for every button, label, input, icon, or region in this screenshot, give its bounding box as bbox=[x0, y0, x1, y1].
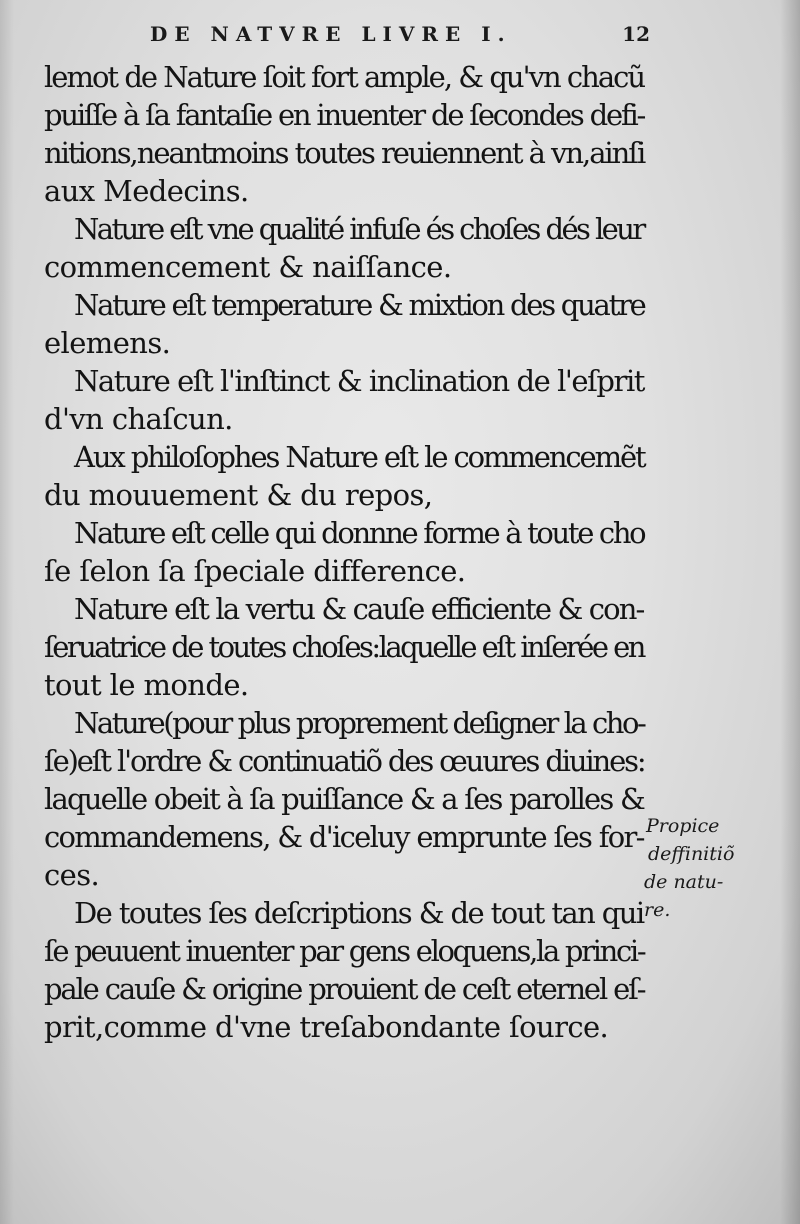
text-line: tout le monde. bbox=[44, 668, 249, 702]
main-text bbox=[44, 58, 644, 1046]
text-line: Nature(pour plus proprement deſigner la cho- bbox=[74, 706, 645, 740]
text-line: pale cauſe & origine prouient de ceſt eternel eſ- bbox=[44, 972, 645, 1006]
text-line: ſe ſelon ſa ſpeciale difference. bbox=[44, 554, 466, 588]
text-line: ces. bbox=[44, 858, 100, 892]
text-line: prit,comme d'vne treſabondante ſource. bbox=[44, 1010, 609, 1044]
page-edge-shadow-right bbox=[780, 0, 800, 1224]
text-line: ſeruatrice de toutes choſes:laquelle eſt inſerée en bbox=[44, 630, 644, 664]
text-line: commandemens, & d'iceluy emprunte ſes for- bbox=[44, 820, 644, 854]
page-header bbox=[150, 22, 650, 52]
page-number: 12 bbox=[622, 22, 650, 46]
text-line: Nature eſt temperature & mixtion des quatre bbox=[74, 288, 645, 322]
text-line: Nature eſt la vertu & cauſe efficiente & con- bbox=[74, 592, 644, 626]
marginal-note-line: de natu- bbox=[644, 871, 724, 893]
text-line: Nature eſt l'inſtinct & inclination de l'eſprit bbox=[74, 364, 644, 398]
marginal-note bbox=[644, 812, 764, 924]
text-line: puiſſe à ſa fantaſie en inuenter de ſecondes defi- bbox=[44, 98, 645, 132]
marginal-note-line: deffinitiõ bbox=[648, 843, 735, 865]
text-line: elemens. bbox=[44, 326, 171, 360]
text-line: laquelle obeit à ſa puiſſance & a ſes parolles & bbox=[44, 782, 644, 816]
text-line: aux Medecins. bbox=[44, 174, 249, 208]
text-line: d'vn chaſcun. bbox=[44, 402, 233, 436]
marginal-note-line: re. bbox=[644, 899, 671, 921]
text-line: Aux philoſophes Nature eſt le commencemẽt bbox=[74, 440, 645, 474]
text-line: Nature eſt celle qui donnne forme à toute cho bbox=[74, 516, 645, 550]
running-title: DE NATVRE LIVRE I. bbox=[150, 22, 512, 46]
text-line: Nature eſt vne qualité infuſe és choſes dés leur bbox=[74, 212, 644, 246]
text-line: lemot de Nature ſoit fort ample, & qu'vn chacũ bbox=[44, 60, 645, 94]
text-line: ſe)eſt l'ordre & continuatiõ des œuures diuines: bbox=[44, 744, 645, 778]
text-line: De toutes ſes deſcriptions & de tout tan qui bbox=[74, 896, 644, 930]
text-line: nitions,neantmoins toutes reuiennent à vn,ainſi bbox=[44, 136, 645, 170]
text-line: ſe peuuent inuenter par gens eloquens,la princi- bbox=[44, 934, 645, 968]
text-line: commencement & naiſſance. bbox=[44, 250, 452, 284]
page-edge-shadow-left bbox=[0, 0, 14, 1224]
marginal-note-line: Propice bbox=[646, 815, 720, 837]
text-line: du mouuement & du repos, bbox=[44, 478, 433, 512]
